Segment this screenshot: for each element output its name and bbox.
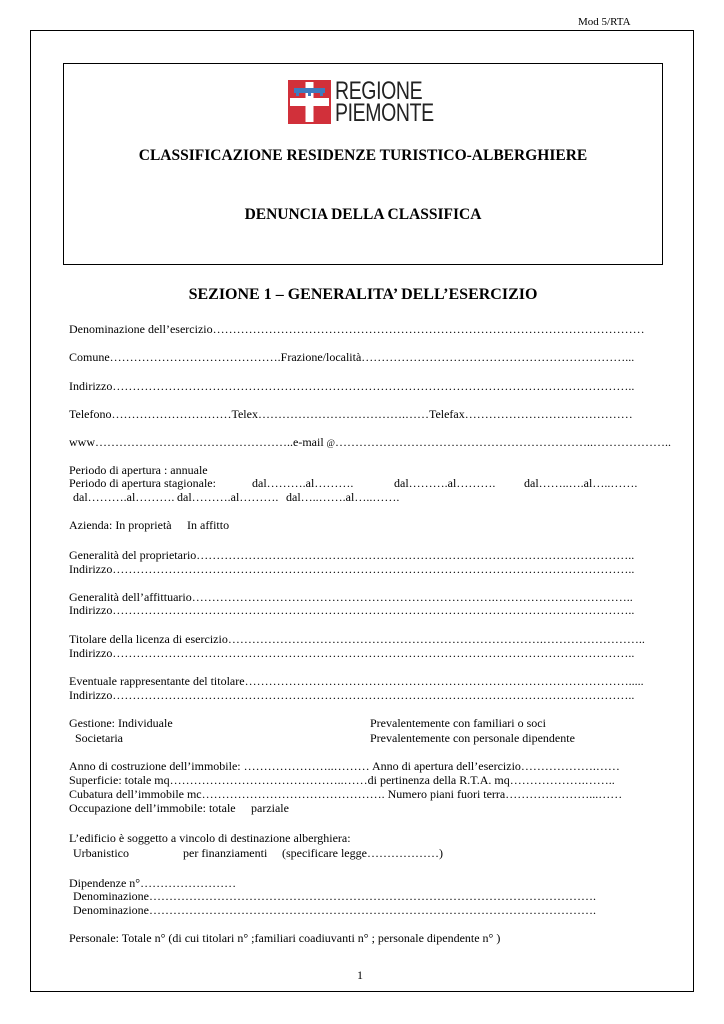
azienda-proprieta[interactable]: Azienda: In proprietà [69,518,172,532]
occupazione-parziale[interactable]: parziale [251,801,289,815]
www-field[interactable] [69,435,671,450]
rappresentante-field[interactable]: Eventuale rappresentante del titolare……………………………………………………………………………………..... [69,674,644,688]
vincolo-finanziamenti[interactable]: per finanziamenti [183,846,268,860]
rappresentante-indirizzo-field[interactable]: Indirizzo………………………………………………………………………………………………………………….. [69,688,635,702]
logo-line1: REGIONE [335,77,423,105]
periodo-dal-2[interactable]: dal……….al………. [394,476,496,490]
gestione-personale[interactable]: Prevalentemente con personale dipendente [370,731,575,745]
logo-text [335,77,434,127]
proprietario-indirizzo-field[interactable]: Indirizzo………………………………………………………………………………………………………………….. [69,562,635,576]
affittuario-indirizzo-field[interactable]: Indirizzo………………………………………………………………………………………………………………….. [69,603,635,617]
denominazione-2-field[interactable]: Denominazione…………………………………………………………………………………………………. [73,903,596,917]
gestione-societaria[interactable]: Societaria [75,731,123,745]
periodo-stagionale-label: Periodo di apertura stagionale: [69,476,216,490]
titolare-indirizzo-field[interactable]: Indirizzo………………………………………………………………………………………………………………….. [69,646,635,660]
titolare-field[interactable]: Titolare della licenza di esercizio…………………………………………………………………….…………………….. [69,632,645,646]
logo-line2: PIEMONTE [335,99,434,127]
cubatura-field[interactable]: Cubatura dell’immobile mc………………………………………. Numero piani fuori terra…………………...…… [69,787,623,801]
gestione-individuale[interactable]: Gestione: Individuale [69,716,173,730]
dipendenze-field[interactable]: Dipendenze n°…………………… [69,876,237,890]
affittuario-field[interactable]: Generalità dell’affittuario………………………………………………………………….…………………………….. [69,590,633,604]
vincolo-specificare-field[interactable]: (specificare legge………………) [282,846,443,860]
periodo-dal-1[interactable]: dal……….al………. [252,476,354,490]
periodo-dal-3[interactable]: dal……..….al…..……. [524,476,638,490]
gestione-familiari[interactable]: Prevalentemente con familiari o soci [370,716,546,730]
costruzione-field[interactable]: Anno di costruzione dell’immobile: …………………..……… Anno di apertura dell’esercizio……………….…… [69,759,620,773]
sub-title: DENUNCIA DELLA CLASSIFICA [244,206,482,223]
superficie-field[interactable]: Superficie: totale mq……………………………………..……di pertinenza della R.T.A. mq……………….…….. [69,773,615,787]
azienda-affitto[interactable]: In affitto [187,518,230,532]
form-code: Mod 5/RTA [578,16,631,28]
www-label: www…………………………………………..e-mail [69,435,324,449]
vincolo-urbanistico[interactable]: Urbanistico [73,846,129,860]
denominazione-1-field[interactable]: Denominazione…………………………………………………………………………………………………. [73,889,596,903]
indirizzo-field[interactable]: Indirizzo………………………………………………………………………………………………………………….. [69,379,635,393]
periodo-annuale[interactable]: Periodo di apertura : annuale [69,463,208,477]
periodo-dal-6[interactable]: dal…..…….al…..……. [286,490,400,504]
personale-field[interactable]: Personale: Totale n° (di cui titolari n° ;familiari coadiuvanti n° ; personale dipendente n° ) [69,931,501,945]
section-title: SEZIONE 1 – GENERALITA’ DELL’ESERCIZIO [188,286,538,303]
comune-field[interactable]: Comune…………………………………….Frazione/località…………………………………………………………... [69,350,635,364]
periodo-dal-4[interactable]: dal……….al………. [73,490,175,504]
denominazione-field[interactable]: Denominazione dell’esercizio……………………………………………………………………………………………… [69,322,645,336]
email-dots: ………………………………………………………..……………….. [334,435,671,449]
main-title: CLASSIFICAZIONE RESIDENZE TURISTICO-ALBERGHIERE [138,147,588,164]
proprietario-field[interactable]: Generalità del proprietario……………………………………………………………………………………………….. [69,548,635,562]
at-symbol: @ [326,438,335,448]
piemonte-flag-icon [288,80,331,124]
periodo-dal-5[interactable]: dal……….al………. [177,490,279,504]
vincolo-label: L’edificio è soggetto a vincolo di destinazione alberghiera: [69,831,351,845]
region-logo [288,77,438,127]
telefono-field[interactable]: Telefono…………………………Telex……………………………….……Telefax…………………………………… [69,407,633,421]
occupazione-totale[interactable]: Occupazione dell’immobile: totale [69,801,236,815]
page-number: 1 [357,968,363,982]
